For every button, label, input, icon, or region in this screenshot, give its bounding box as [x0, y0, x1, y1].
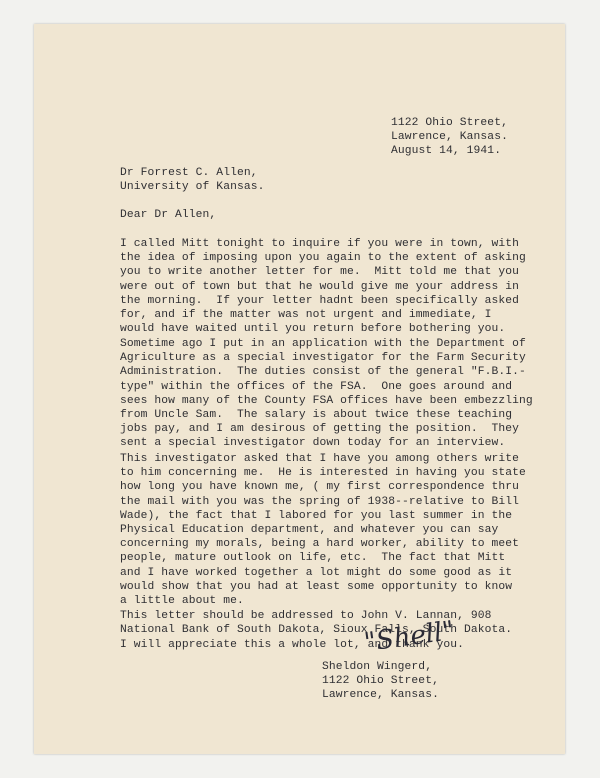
paragraph-1: [120, 237, 526, 336]
text-line: would have waited until you return before bothering you.: [120, 323, 506, 336]
text-line: the idea of imposing upon you again to the extent of asking: [120, 252, 526, 265]
text-line: you to write another letter for me. Mitt told me that you: [120, 266, 519, 279]
text-line: and I have worked together a lot might do some good as it: [120, 566, 513, 579]
sender-address-line: 1122 Ohio Street,: [391, 117, 508, 129]
text-line: how long you have known me, ( my first correspondence thru: [120, 481, 519, 494]
text-line: the mail with you was the spring of 1938--relative to Bill: [120, 495, 519, 508]
text-line: the morning. If your letter hadnt been specifically asked: [120, 294, 519, 307]
handwritten-signature: [346, 616, 456, 662]
text-line: concerning my morals, being a hard worker, ability to meet: [120, 538, 519, 551]
text-line: Wade), the fact that I labored for you last summer in the: [120, 509, 513, 522]
text-line: jobs pay, and I am desirous of getting the position. They: [120, 423, 519, 436]
salutation: Dear Dr Allen,: [120, 209, 217, 221]
text-line: Agriculture as a special investigator for the Farm Security: [120, 352, 526, 365]
sender-address-line: Lawrence, Kansas.: [391, 131, 508, 144]
text-line: Physical Education department, and whatever you can say: [120, 524, 499, 537]
text-line: were out of town but that he would give me your address in: [120, 280, 519, 293]
text-line: Administration. The duties consist of the general "F.B.I.-: [120, 366, 526, 379]
text-line: for, and if the matter was not urgent and immediate, I: [120, 309, 492, 322]
text-line: I called Mitt tonight to inquire if you were in town, with: [120, 238, 519, 250]
text-line: This letter should be addressed to John V. Lannan, 908: [120, 610, 492, 622]
signer-address-line: Lawrence, Kansas.: [322, 689, 439, 702]
signer-name: Sheldon Wingerd,: [322, 661, 433, 673]
text-line: would show that you had at least some opportunity to know: [120, 580, 513, 593]
closing-block: [322, 660, 439, 703]
paragraph-2: [120, 337, 533, 451]
signer-address-line: 1122 Ohio Street,: [322, 675, 439, 688]
text-line: sees how many of the County FSA offices have been embezzling: [120, 394, 533, 407]
recipient-line: University of Kansas.: [120, 181, 265, 194]
text-line: I will appreciate this a whole lot, and thank you.: [120, 639, 464, 651]
recipient-address: [120, 166, 264, 194]
letter-date: August 14, 1941.: [391, 145, 502, 158]
text-line: This investigator asked that I have you among others write: [120, 453, 519, 465]
text-line: Sometime ago I put in an application with the Department of: [120, 338, 526, 350]
text-line: type" within the offices of the FSA. One goes around and: [120, 380, 513, 393]
sender-address: [391, 116, 508, 159]
paragraph-3: [120, 452, 526, 608]
text-line: National Bank of South Dakota, Sioux Falls, South Dakota.: [120, 624, 513, 637]
signature-text: "Shell": [362, 615, 457, 659]
text-line: a little about me.: [120, 595, 244, 608]
recipient-line: Dr Forrest C. Allen,: [120, 167, 258, 179]
text-line: to him concerning me. He is interested in having you state: [120, 467, 526, 480]
letter-page: [34, 24, 565, 754]
text-line: sent a special investigator down today for an interview.: [120, 437, 506, 450]
text-line: people, mature outlook on life, etc. The fact that Mitt: [120, 552, 506, 565]
text-line: from Uncle Sam. The salary is about twice these teaching: [120, 409, 513, 422]
